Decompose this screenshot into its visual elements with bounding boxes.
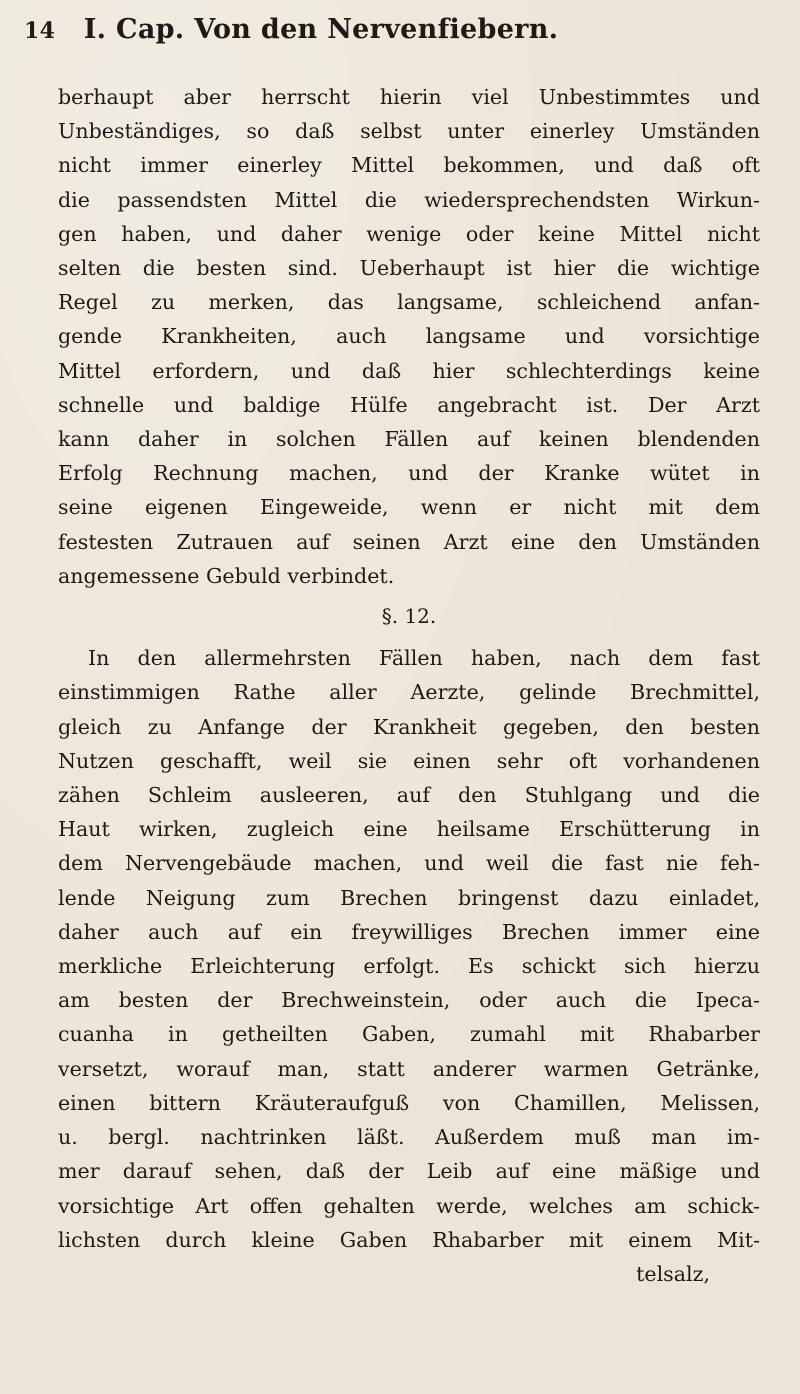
text-line: lichsten durch kleine Gaben Rhabarber mit einem Mit- bbox=[58, 1227, 760, 1252]
text-line: am besten der Brechweinstein, oder auch die Ipeca- bbox=[58, 988, 760, 1013]
text-line: u. bergl. nachtrinken läßt. Außerdem muß man im- bbox=[58, 1125, 760, 1150]
text-line: lende Neigung zum Brechen bringenst dazu einladet, bbox=[58, 885, 760, 910]
chapter-title: I. Cap. Von den Nervenfiebern. bbox=[83, 14, 559, 45]
text-line: schnelle und baldige Hülfe angebracht ist. Der Arzt bbox=[58, 392, 760, 417]
text-line: versetzt, worauf man, statt anderer warmen Getränke, bbox=[58, 1056, 760, 1081]
text-line: Unbeständiges, so daß selbst unter einerley Umständen bbox=[58, 119, 760, 144]
text-line: Regel zu merken, das langsame, schleichend anfan- bbox=[58, 290, 760, 315]
text-line: Nutzen geschafft, weil sie einen sehr oft vorhandenen bbox=[58, 748, 760, 773]
text-line: Mittel erfordern, und daß hier schlechterdings keine bbox=[58, 358, 760, 383]
text-line: einstimmigen Rathe aller Aerzte, gelinde Brechmittel, bbox=[58, 680, 760, 705]
page-number: 14 bbox=[24, 18, 56, 44]
text-line: daher auch auf ein freywilliges Brechen immer eine bbox=[58, 919, 760, 944]
text-line: gleich zu Anfange der Krankheit gegeben, den besten bbox=[58, 714, 760, 739]
text-line: selten die besten sind. Ueberhaupt ist hier die wichtige bbox=[58, 256, 760, 281]
text-line: merkliche Erleichterung erfolgt. Es schickt sich hierzu bbox=[58, 954, 760, 979]
text-line: festesten Zutrauen auf seinen Arzt eine den Umständen bbox=[58, 529, 760, 554]
text-line: Haut wirken, zugleich eine heilsame Erschütterung in bbox=[58, 817, 760, 842]
text-line: kann daher in solchen Fällen auf keinen blendenden bbox=[58, 427, 760, 452]
catchword: telsalz, bbox=[636, 1261, 710, 1286]
text-line: angemessene Gebuld verbindet. bbox=[58, 563, 395, 588]
running-head bbox=[24, 14, 760, 66]
text-line: In den allermehrsten Fällen haben, nach dem fast bbox=[88, 646, 760, 671]
text-line: einen bittern Kräuteraufguß von Chamillen, Melissen, bbox=[58, 1090, 760, 1115]
text-line: Erfolg Rechnung machen, und der Kranke wütet in bbox=[58, 461, 760, 486]
text-line: die passendsten Mittel die wiedersprechendsten Wirkun- bbox=[58, 187, 760, 212]
text-line: zähen Schleim ausleeren, auf den Stuhlgang und die bbox=[58, 783, 760, 808]
text-line: seine eigenen Eingeweide, wenn er nicht mit dem bbox=[58, 495, 760, 520]
section-mark: §. 12. bbox=[381, 604, 437, 629]
text-line: nicht immer einerley Mittel bekommen, und daß oft bbox=[58, 153, 760, 178]
text-line: berhaupt aber herrscht hierin viel Unbestimmtes und bbox=[58, 85, 760, 109]
text-line: gen haben, und daher wenige oder keine Mittel nicht bbox=[58, 221, 760, 246]
paragraph-2 bbox=[58, 641, 760, 1257]
text-line: dem Nervengebäude machen, und weil die fast nie feh- bbox=[58, 851, 760, 876]
text-line: vorsichtige Art offen gehalten werde, welches am schick- bbox=[58, 1193, 760, 1218]
text-line: gende Krankheiten, auch langsame und vorsichtige bbox=[58, 324, 760, 349]
body-text bbox=[58, 80, 760, 1291]
paragraph-1 bbox=[58, 80, 760, 593]
text-line: cuanha in getheilten Gaben, zumahl mit Rhabarber bbox=[58, 1022, 760, 1047]
text-line: mer darauf sehen, daß der Leib auf eine mäßige und bbox=[58, 1159, 760, 1184]
